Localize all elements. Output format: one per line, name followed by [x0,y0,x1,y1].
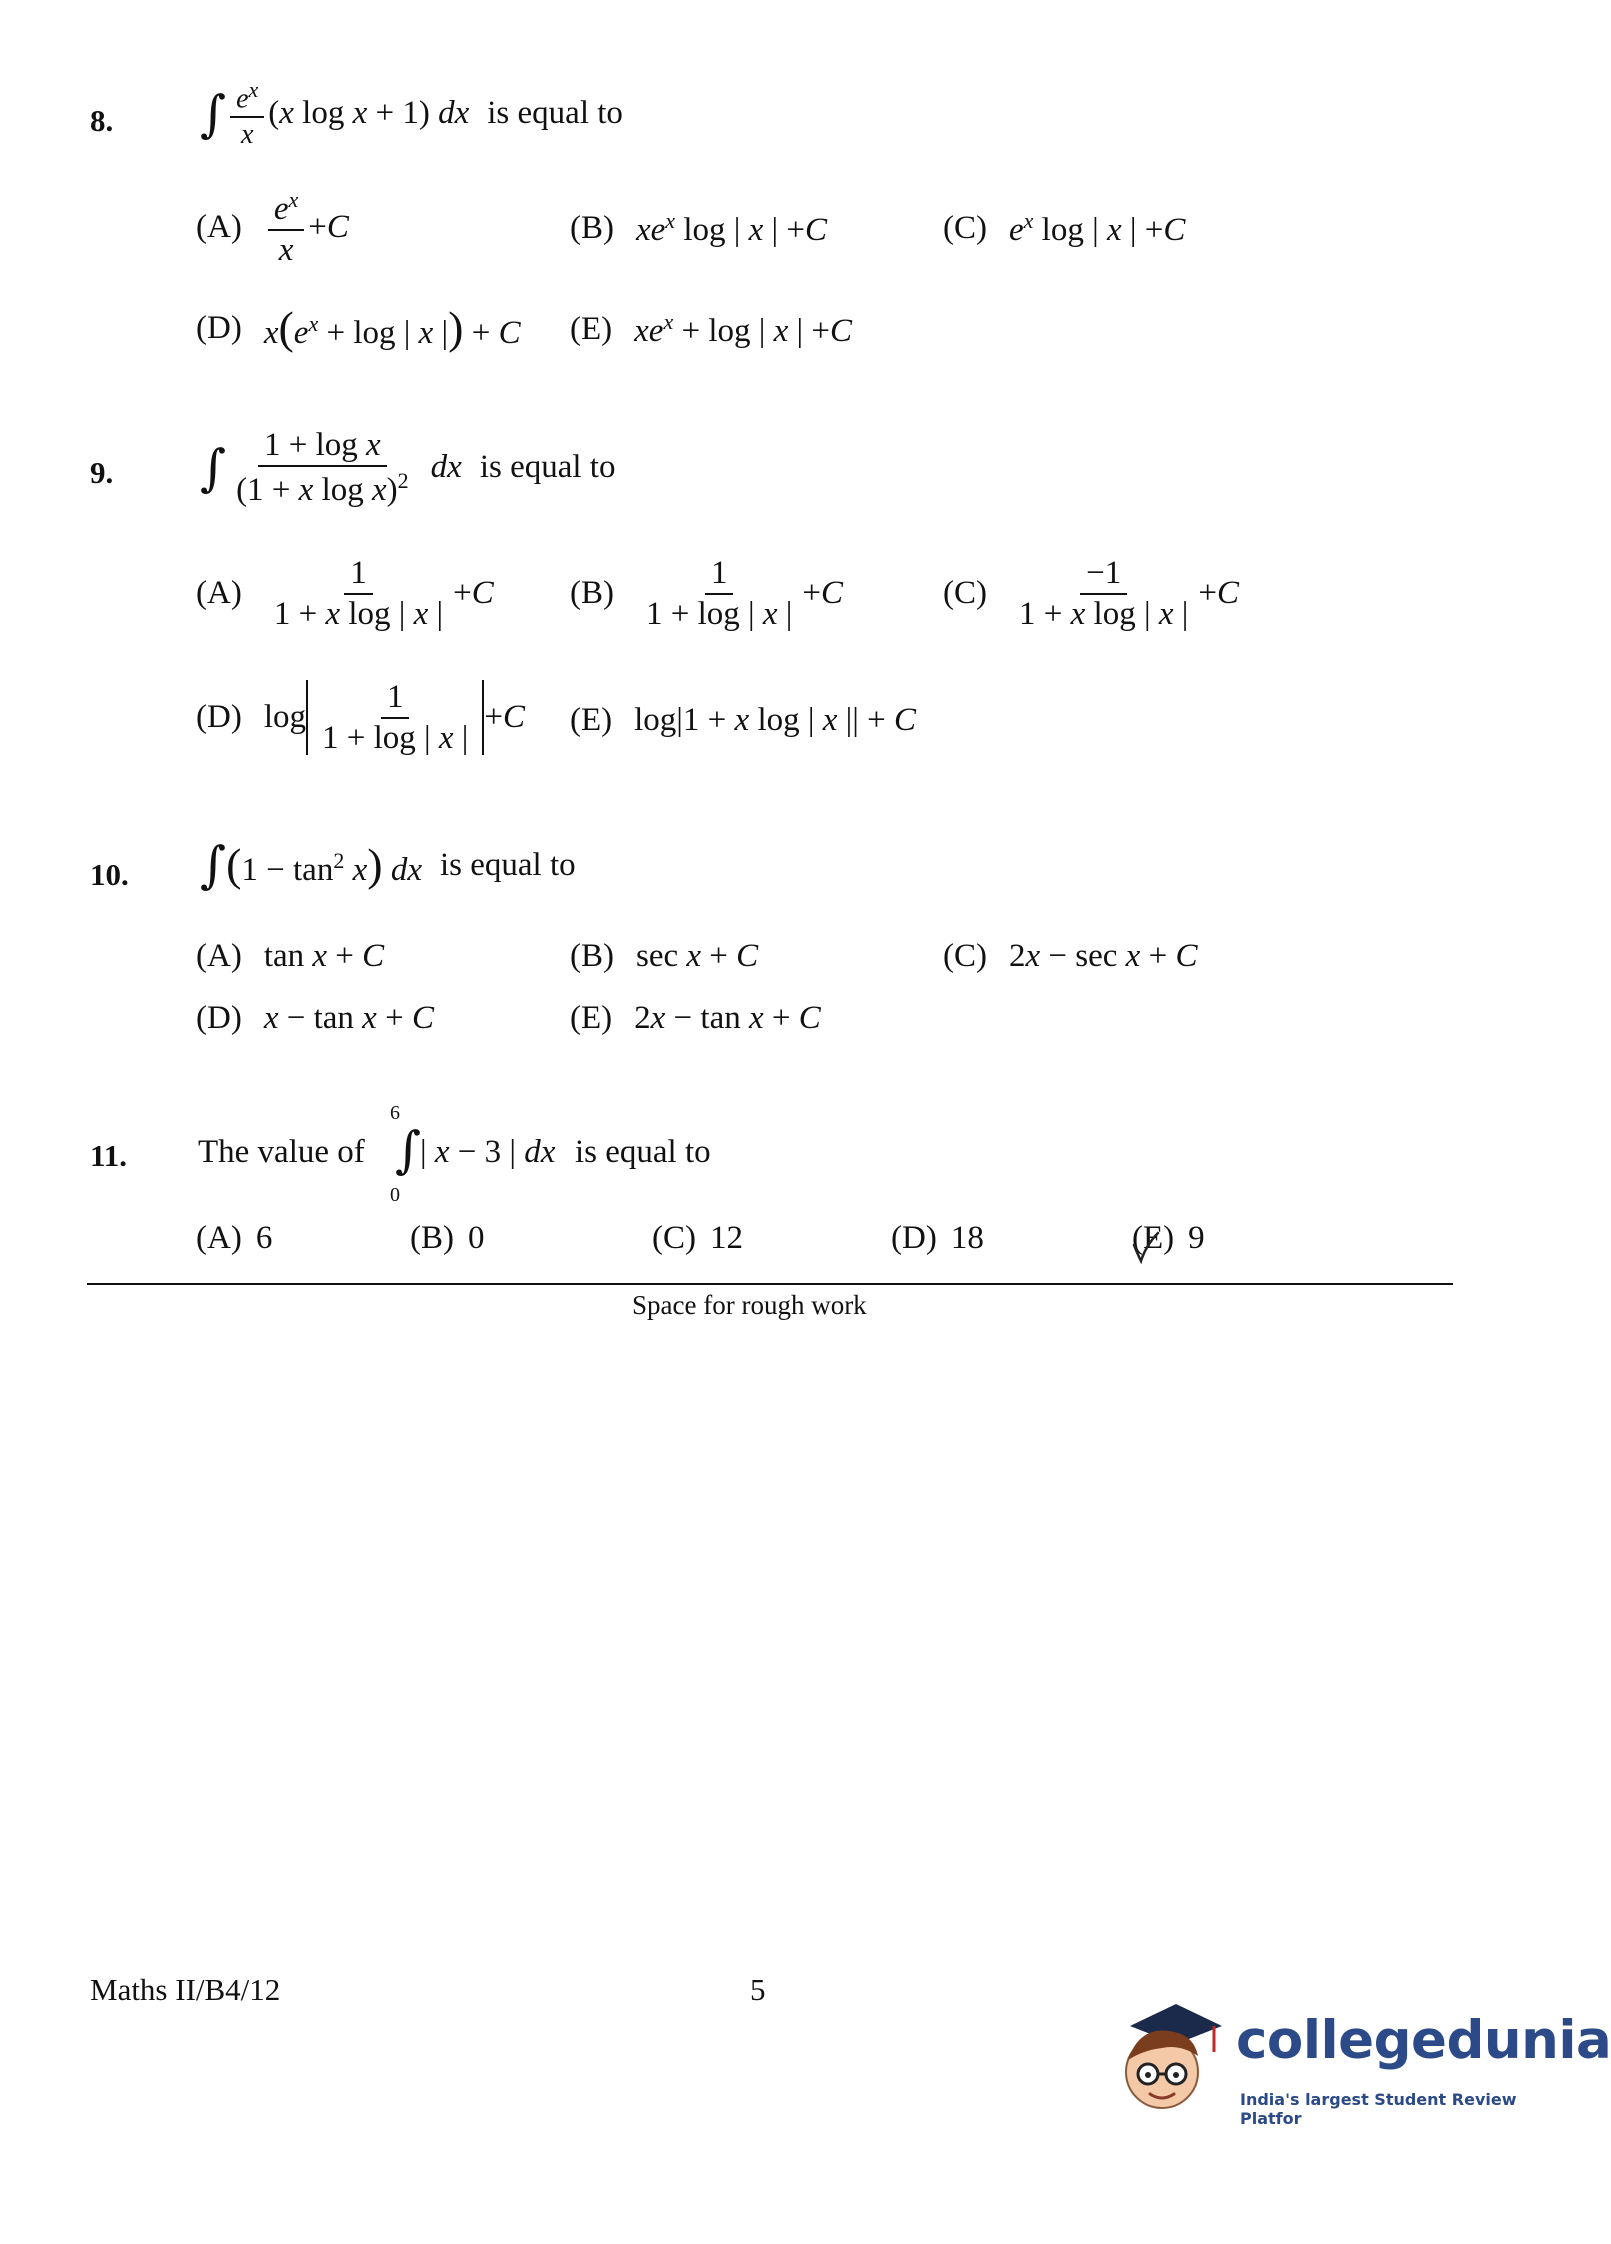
question-8-stem: ∫ $\frac{e^x}{x}$ (x log x + 1) dx is equal to [200,77,623,150]
question-9-suffix: is equal to [479,449,616,486]
question-9-stem: ∫ $\frac{\text{1 + log x}}{(1 + x \log x)^2}$ dx is equal to [200,427,616,508]
question-10-number: 10. [90,857,129,892]
q10-option-e[interactable]: (E) 2x − tan x + C [570,1000,821,1036]
question-10-stem: ∫ $(1 - \tan^2 x)$ dx is equal to [200,836,576,894]
q10-option-c[interactable]: (C) 2x − sec x + C [943,938,1198,974]
q11-option-b[interactable]: (B) 0 [410,1220,485,1256]
q9-option-b[interactable]: (B) $\frac{1}{1 + \log | x |}$ +C [570,555,844,632]
question-11-suffix: is equal to [575,1134,711,1170]
collegedunia-brand: collegedunia [1236,2010,1611,2071]
rough-work-label: Space for rough work [632,1290,867,1320]
q8-option-d[interactable]: (D) $x(e^x + \log$ | x |) + C [196,302,521,353]
integral-sign: ∫ [395,1121,422,1179]
question-10-suffix: is equal to [439,846,576,883]
footer-page-number: 5 [750,1972,766,2007]
q10-option-b[interactable]: (B) sec x + C [570,938,759,974]
q10-option-a[interactable]: (A) tan x + C [196,938,385,974]
rough-work-divider [87,1283,1453,1285]
collegedunia-watermark [1110,1990,1611,2130]
collegedunia-tagline: India's largest Student Review Platfor [1240,2090,1517,2128]
q8-option-e[interactable]: (E) $xe^x + \log$ | x | +C [570,309,852,349]
footer-paper-code: Maths II/B4/12 [90,1972,281,2007]
question-11-number: 11. [90,1138,128,1173]
q11-option-c[interactable]: (C) 12 [652,1220,743,1256]
question-11-integrand: | x − 3 | dx [420,1134,556,1170]
question-9-number: 9. [90,455,114,490]
q9-option-d[interactable]: (D) log $\frac{1}{1 + \log | x |}$ +C [196,679,526,756]
mascot-icon [1110,1990,1230,2130]
integral-upper-limit: 6 [390,1102,400,1124]
handwritten-tick-mark [1128,1215,1168,1265]
q8-option-c[interactable]: (C) $e^x$ log | x | +C [943,208,1186,248]
q11-option-e[interactable]: (E) 9 [1132,1220,1205,1256]
q11-option-d[interactable]: (D) 18 [891,1220,984,1256]
q8-option-a[interactable]: (A) $\frac{e^x}{x}$ +C [196,187,349,268]
q9-option-c[interactable]: (C) $\frac{-1}{\text{1 + x log | x |}}$ +C [943,555,1239,632]
q9-option-a[interactable]: (A) $\frac{1}{\text{1 + x log | x |}}$ +C [196,555,494,632]
q9-option-e[interactable]: (E) log|1 + x log | x || + C [570,702,916,738]
integral-lower-limit: 0 [390,1184,400,1206]
question-8-number: 8. [90,103,114,138]
q11-option-a[interactable]: (A) 6 [196,1220,273,1256]
q8-option-b[interactable]: (B) $xe^x$ log | x | +C [570,208,827,248]
q10-option-d[interactable]: (D) x − tan x + C [196,1000,434,1036]
question-11-prefix: The value of [198,1134,365,1170]
question-8-suffix: is equal to [487,95,623,132]
